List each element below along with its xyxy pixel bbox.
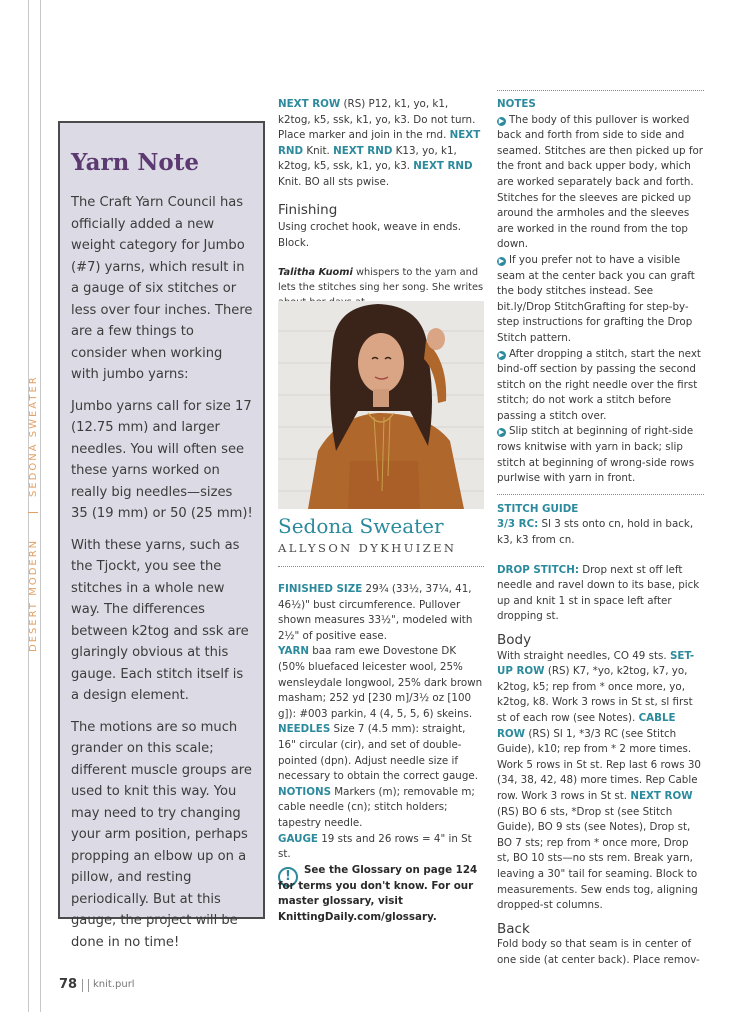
yarn-text: baa ram ewe Dovestone DK (50% bluefaced leicester wool, 25% wensleydale longwool, 25% dark brown masham; 252 yd [230 m]/3½ oz [100 g]): #003 parkin, 4 (4, 5, 5, 6) skeins. xyxy=(278,645,483,720)
gauge-label: GAUGE xyxy=(278,832,318,845)
notions-label: NOTIONS xyxy=(278,785,332,798)
side-tab-sedona-sweater: SEDONA SWEATER xyxy=(28,375,39,497)
model-photo xyxy=(278,301,484,509)
page-number: 78 xyxy=(59,977,78,992)
designer-bio-text: whispers to the yarn and lets the stitches sing her song. She writes xyxy=(278,267,484,294)
stitch-guide-rule xyxy=(497,494,704,495)
next-rnd-text: Knit. xyxy=(303,144,334,157)
yarn-spec xyxy=(278,644,484,722)
glossary-note xyxy=(278,863,484,925)
needles-label: NEEDLES xyxy=(278,723,331,736)
notions-spec xyxy=(278,785,484,832)
body-instructions: With straight needles, CO 49 sts. SET-UP ROW (RS) K7, *yo, k2tog, k7, yo, k2tog, k5; rep from * once more, yo, k2tog, k8. Work 3 rows in St st, sl first st of each row (see Notes). CABLE ROW (RS) Sl 1, *3/3 RC (see Stitch Guide), k10; rep from * 2 more times. Work 5 rows in St st. Rep last 6 rows 30 (34, 38, 42, 48) more times. Rep Cable row. Work 3 rows in St st. NEXT ROW (RS) BO 6 sts, *Drop st (see Stitch Guide), BO 9 sts (see Notes), Drop st, BO 7 sts; rep from * once more, Drop st, BO 10 sts—no sts rem. Break yarn, leaving a 30" tail for seaming. Block to measurements. Sew ends tog, aligning dropped-st columns. xyxy=(497,649,701,912)
magazine-name: knit.purl xyxy=(93,979,135,990)
designer-name: Talitha Kuomi xyxy=(278,267,353,279)
notions-text: Markers (m); removable m; cable needle (cn); stitch holders; tapestry needle. xyxy=(278,785,475,829)
note-item: ▶ Slip stitch at beginning of right-side rows knitwise with yarn in back; slip stitch at beginning of wrong-side rows purlwise with yarn in front. xyxy=(497,425,695,485)
needles-spec xyxy=(278,722,484,784)
drop-stitch: DROP STITCH: Drop next st off left needle and ravel down to its base, pick up and knit 1 st in space left after dropping st. xyxy=(497,563,700,623)
side-tab-desert-modern: DESERT MODERN xyxy=(28,538,39,652)
yarn-note-box xyxy=(58,121,265,950)
finishing-heading: Finishing xyxy=(278,201,338,218)
exclamation-icon: ! xyxy=(278,867,298,887)
margin-line-inner xyxy=(40,0,41,1012)
yarn-note-paragraph: The Craft Yarn Council has officially added a new weight category for Jumbo (#7) yarns, which result in a gauge of six stitches or less over four inches. There are a few things to consider when working with jumbo yarns: xyxy=(71,195,253,382)
finished-size xyxy=(278,582,484,644)
next-rnd-label: NEXT RND xyxy=(413,160,473,173)
body-heading: Body xyxy=(497,632,532,648)
arrow-bullet-icon: ▶ xyxy=(498,116,505,125)
gauge-spec xyxy=(278,832,484,863)
yarn-note-paragraph: The motions are so much grander on this scale; different muscle groups are used to knit this way. You may need to try changing your arm position, perhaps propping an elbow up on a pillow, and resting periodically. But at this gauge, the project will be done in no time! xyxy=(71,719,252,950)
next-rnd-text: K13, yo, k1, k2tog, k5, ssk, k1, yo, k3. xyxy=(278,144,457,173)
side-tab-separator xyxy=(28,512,38,513)
glossary-text: See the Glossary on page 124 for terms you don't know. For our master glossary, visit KnittingDaily.com/glossary. xyxy=(278,864,478,923)
pattern-header xyxy=(278,514,484,567)
note-item: ▶ If you prefer not to have a visible seam at the center back you can graft the body stitches instead. See bit.ly/Drop StitchGrafting for step-by-step instructions for grafting the Drop Stitch pattern. xyxy=(497,253,695,344)
needles-text: Size 7 (4.5 mm): straight, 16" circular (cir), and set of double-pointed (dpn). Adjust needle size if necessary to obtain the correct gauge. xyxy=(278,723,478,783)
yarn-label: YARN xyxy=(278,645,309,658)
finished-size-text: 29¾ (33½, 37¼, 41, 46½)" bust circumference. Pullover shown measures 33½", modeled with 2½" of positive ease. xyxy=(278,583,473,642)
back-instructions: Fold body so that seam is in center of one side (at center back). Place remov- xyxy=(497,938,700,966)
footer-separator xyxy=(82,979,89,992)
yarn-note-paragraph: With these yarns, such as the Tjockt, you see the stitches in a whole new way. The differences between k2tog and ssk are glaringly obvious at this gauge. Each stitch itself is a design element. xyxy=(71,537,249,703)
margin-line-outer xyxy=(28,0,29,1012)
note-item: ▶ The body of this pullover is worked back and forth from side to side and seamed. Stitches are then picked up for the front and back upper body, which are worked separately back and forth. Stitches for the sleeves are picked up around the armholes and the sleeves are worked in the round from the top down. xyxy=(497,113,704,251)
rc-stitch: 3/3 RC: Sl 3 sts onto cn, hold in back, k3, k3 from cn. xyxy=(497,518,694,547)
model-photo-illustration xyxy=(278,301,484,509)
pattern-author: ALLYSON DYKHUIZEN xyxy=(278,540,457,555)
arrow-bullet-icon: ▶ xyxy=(498,428,505,437)
notes-heading: NOTES xyxy=(497,98,536,110)
gauge-text: 19 sts and 26 rows = 4" in St st. xyxy=(278,832,472,861)
finished-size-label: FINISHED SIZE xyxy=(278,583,363,595)
stitch-guide-heading: STITCH GUIDE xyxy=(497,502,579,515)
pattern-title: Sedona Sweater xyxy=(278,514,444,538)
note-item: ▶ After dropping a stitch, start the next bind-off section by passing the second stitch on the right needle over the first stitch; do not work a stitch before passing a stitch over. xyxy=(497,347,701,422)
back-heading: Back xyxy=(497,920,530,937)
notes-top-rule xyxy=(497,90,704,91)
arrow-bullet-icon: ▶ xyxy=(498,350,505,359)
arrow-bullet-icon: ▶ xyxy=(498,256,505,265)
middle-column-top xyxy=(278,97,484,325)
yarn-note-paragraph: Jumbo yarns call for size 17 (12.75 mm) and larger needles. You will often see these yarns worked on really big needles—sizes 35 (19 mm) or 50 (25 mm)! xyxy=(71,398,253,521)
next-rnd-text: Knit. BO all sts pwise. xyxy=(278,175,390,188)
title-divider xyxy=(278,566,484,567)
finishing-text: Using crochet hook, weave in ends. Block. xyxy=(278,221,461,249)
next-rnd-label: NEXT RND xyxy=(278,129,481,157)
next-row-text: (RS) P12, k1, yo, k1, k2tog, k5, ssk, k1, yo, k3. Do not turn. Place marker and join in the rnd. xyxy=(278,98,476,142)
next-row-instructions xyxy=(278,97,484,191)
yarn-note-title: Yarn Note xyxy=(71,149,200,176)
next-rnd-label: NEXT RND xyxy=(333,144,393,157)
next-row-label: NEXT ROW xyxy=(278,98,341,110)
pattern-specs xyxy=(278,582,484,863)
right-column xyxy=(497,90,704,968)
